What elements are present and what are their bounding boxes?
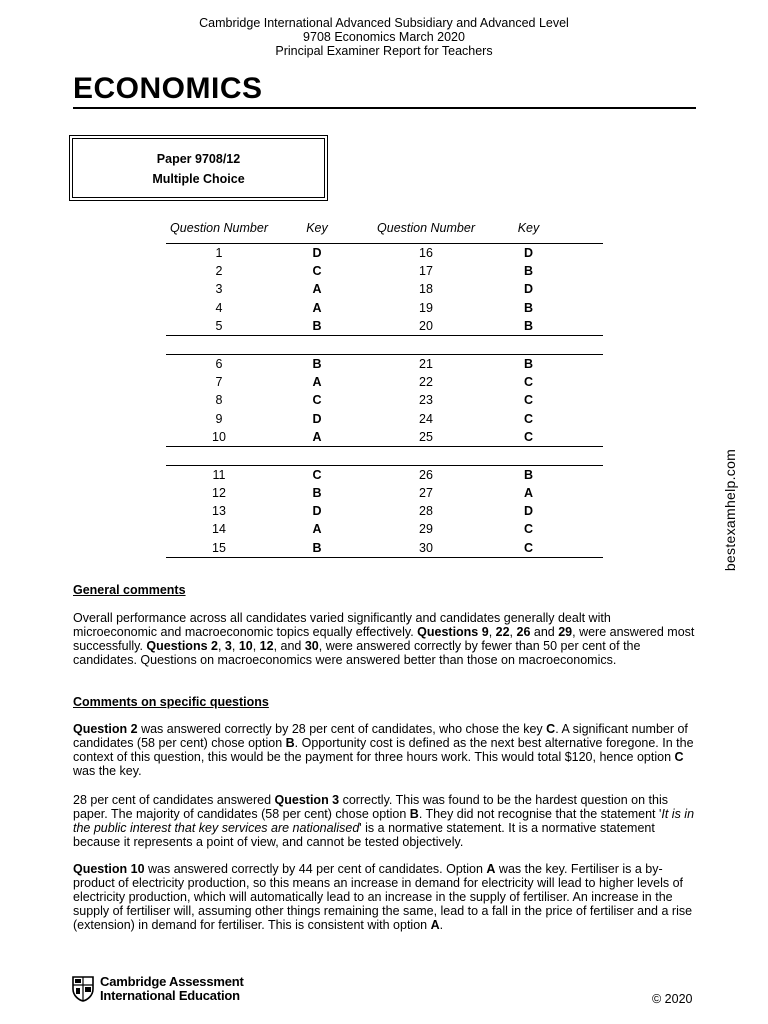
answer-key-group (166, 244, 603, 336)
answer-key-cell: B (523, 264, 534, 279)
question-number-cell: 14 (212, 522, 226, 537)
question-3-comment: 28 per cent of candidates answered Question 3 correctly. This was found to be the hardest question on this paper. The majority of candidates (58 per cent) chose option B. They did not recognise that the statement 'It is in the public interest that key services are nationalised' is a normative statement. It is a normative statement because it represents a point of view, and cannot be tested objectively. (73, 793, 695, 849)
answer-key-cell: C (312, 393, 322, 408)
question-number-cell: 1 (215, 246, 223, 260)
answer-key-cell: C (312, 264, 322, 279)
answer-key-cell: B (523, 300, 534, 315)
question-number-cell: 4 (215, 300, 223, 315)
answer-key-cell: B (312, 540, 322, 555)
answer-key-cell: D (523, 504, 534, 519)
header-question-number: Question Number (170, 221, 268, 235)
table-row (166, 484, 603, 502)
answer-key-body (166, 244, 603, 558)
question-number-cell: 29 (419, 522, 433, 537)
answer-key-cell: D (312, 504, 322, 519)
table-row (166, 299, 603, 317)
group-spacer (166, 336, 603, 355)
question-number-cell: 28 (419, 504, 433, 519)
question-number-cell: 16 (419, 246, 433, 260)
table-row (166, 244, 603, 262)
question-number-cell: 15 (212, 540, 226, 555)
question-number-cell: 17 (419, 264, 433, 279)
crest-icon (72, 976, 94, 1002)
question-number-cell: 20 (419, 318, 433, 333)
answer-key-cell: B (523, 356, 534, 371)
answer-key-cell: A (312, 522, 322, 537)
question-number-cell: 19 (419, 300, 433, 315)
question-number-cell: 22 (419, 375, 433, 390)
watermark-text: bestexamhelp.com (722, 448, 738, 572)
answer-key-cell: A (312, 282, 322, 297)
answer-key-cell: D (523, 282, 534, 297)
table-row (166, 502, 603, 520)
paper-box (72, 138, 325, 198)
question-number-cell: 26 (419, 467, 433, 482)
question-number-cell: 30 (419, 540, 433, 555)
answer-key-cell: C (523, 429, 534, 444)
question-number-cell: 23 (419, 393, 433, 408)
answer-key-cell: D (312, 246, 322, 260)
question-number-cell: 7 (215, 375, 223, 390)
question-number-cell: 10 (212, 429, 226, 444)
table-row (166, 539, 603, 557)
table-row (166, 355, 603, 373)
answer-key-cell: A (312, 375, 322, 390)
answer-key-group (166, 466, 603, 558)
paper-type: Multiple Choice (152, 172, 245, 186)
question-number-cell: 11 (212, 467, 226, 482)
answer-key-cell: C (523, 411, 534, 426)
table-row (166, 373, 603, 391)
title-rule (73, 107, 696, 109)
question-2-comment: Question 2 was answered correctly by 28 per cent of candidates, who chose the key C. A significant number of candidates (58 per cent) chose option B. Opportunity cost is defined as the next best alternative foregone. In the context of this question, this would be the payment for three hours work. This would total $120, hence option C was the key. (73, 722, 694, 778)
table-row (166, 280, 603, 298)
question-number-cell: 9 (215, 411, 223, 426)
general-comments-text: Overall performance across all candidates varied significantly and candidates generally dealt with microeconomic and macroeconomic topics equally effectively. Questions 9, 22, 26 and 29, were answered most successfully. Questions 2, 3, 10, 12, and 30, were answered correctly by fewer than 50 per cent of the candidates. Questions on macroeconomics were answered better than those on macroeconomics. (73, 611, 695, 667)
header-key-2: Key (517, 221, 540, 235)
answer-key-cell: B (523, 318, 534, 333)
answer-key-group (166, 355, 603, 447)
answer-key-cell: C (523, 375, 534, 390)
header-line-2: 9708 Economics March 2020 (303, 30, 465, 44)
question-number-cell: 5 (215, 318, 223, 333)
group-spacer (166, 447, 603, 466)
table-row (166, 262, 603, 280)
answer-key-cell: C (523, 393, 534, 408)
question-number-cell: 6 (215, 356, 223, 371)
table-row (166, 520, 603, 538)
table-row (166, 466, 603, 484)
answer-key-table (166, 214, 603, 558)
question-number-cell: 3 (215, 282, 223, 297)
answer-key-cell: B (312, 486, 322, 501)
general-comments-heading: General comments (73, 583, 186, 597)
page-title: ECONOMICS (73, 72, 263, 105)
answer-key-cell: C (523, 522, 534, 537)
copyright: © 2020 (652, 992, 693, 1006)
answer-key-cell: A (312, 300, 322, 315)
answer-key-cell: D (523, 246, 534, 260)
answer-key-cell: C (312, 467, 322, 482)
table-row (166, 410, 603, 428)
answer-key-cell: C (523, 540, 534, 555)
header-line-1: Cambridge International Advanced Subsidiary and Advanced Level (199, 16, 569, 30)
question-number-cell: 12 (212, 486, 226, 501)
question-10-comment: Question 10 was answered correctly by 44 per cent of candidates. Option A was the key. Fertiliser is a by-product of electricity production, so this means an increase in demand for electricity will lead to higher levels of electricity production, which will automatically lead to an increase in the supply of fertiliser. An increase in the supply of fertiliser will, assuming other things remaining the same, lead to a fall in the price of fertiliser and a rise (extension) in demand for fertiliser. This is consistent with option A. (73, 862, 693, 932)
cambridge-logo (72, 975, 244, 1003)
answer-key-cell: A (523, 486, 534, 501)
specific-comments-heading: Comments on specific questions (73, 695, 269, 709)
question-number-cell: 27 (419, 486, 433, 501)
logo-line-1: Cambridge Assessment (100, 974, 244, 989)
logo-line-2: International Education (100, 988, 240, 1003)
question-number-cell: 13 (212, 504, 226, 519)
table-row (166, 391, 603, 409)
answer-key-cell: B (523, 467, 534, 482)
question-number-cell: 18 (419, 282, 433, 297)
table-row (166, 317, 603, 335)
question-number-cell: 21 (419, 356, 433, 371)
header-key: Key (306, 221, 328, 235)
question-number-cell: 24 (419, 411, 433, 426)
report-header (0, 16, 768, 58)
answer-key-cell: B (312, 356, 322, 371)
answer-key-cell: B (312, 318, 322, 333)
answer-key-cell: A (312, 429, 322, 444)
question-number-cell: 25 (419, 429, 433, 444)
table-row (166, 428, 603, 446)
question-number-cell: 8 (215, 393, 223, 408)
answer-key-header (166, 214, 603, 244)
watermark-side-text (720, 440, 740, 580)
question-number-cell: 2 (215, 264, 223, 279)
header-line-3: Principal Examiner Report for Teachers (275, 44, 493, 58)
paper-number: Paper 9708/12 (156, 152, 241, 166)
header-question-number-2: Question Number (377, 221, 475, 235)
answer-key-cell: D (312, 411, 322, 426)
